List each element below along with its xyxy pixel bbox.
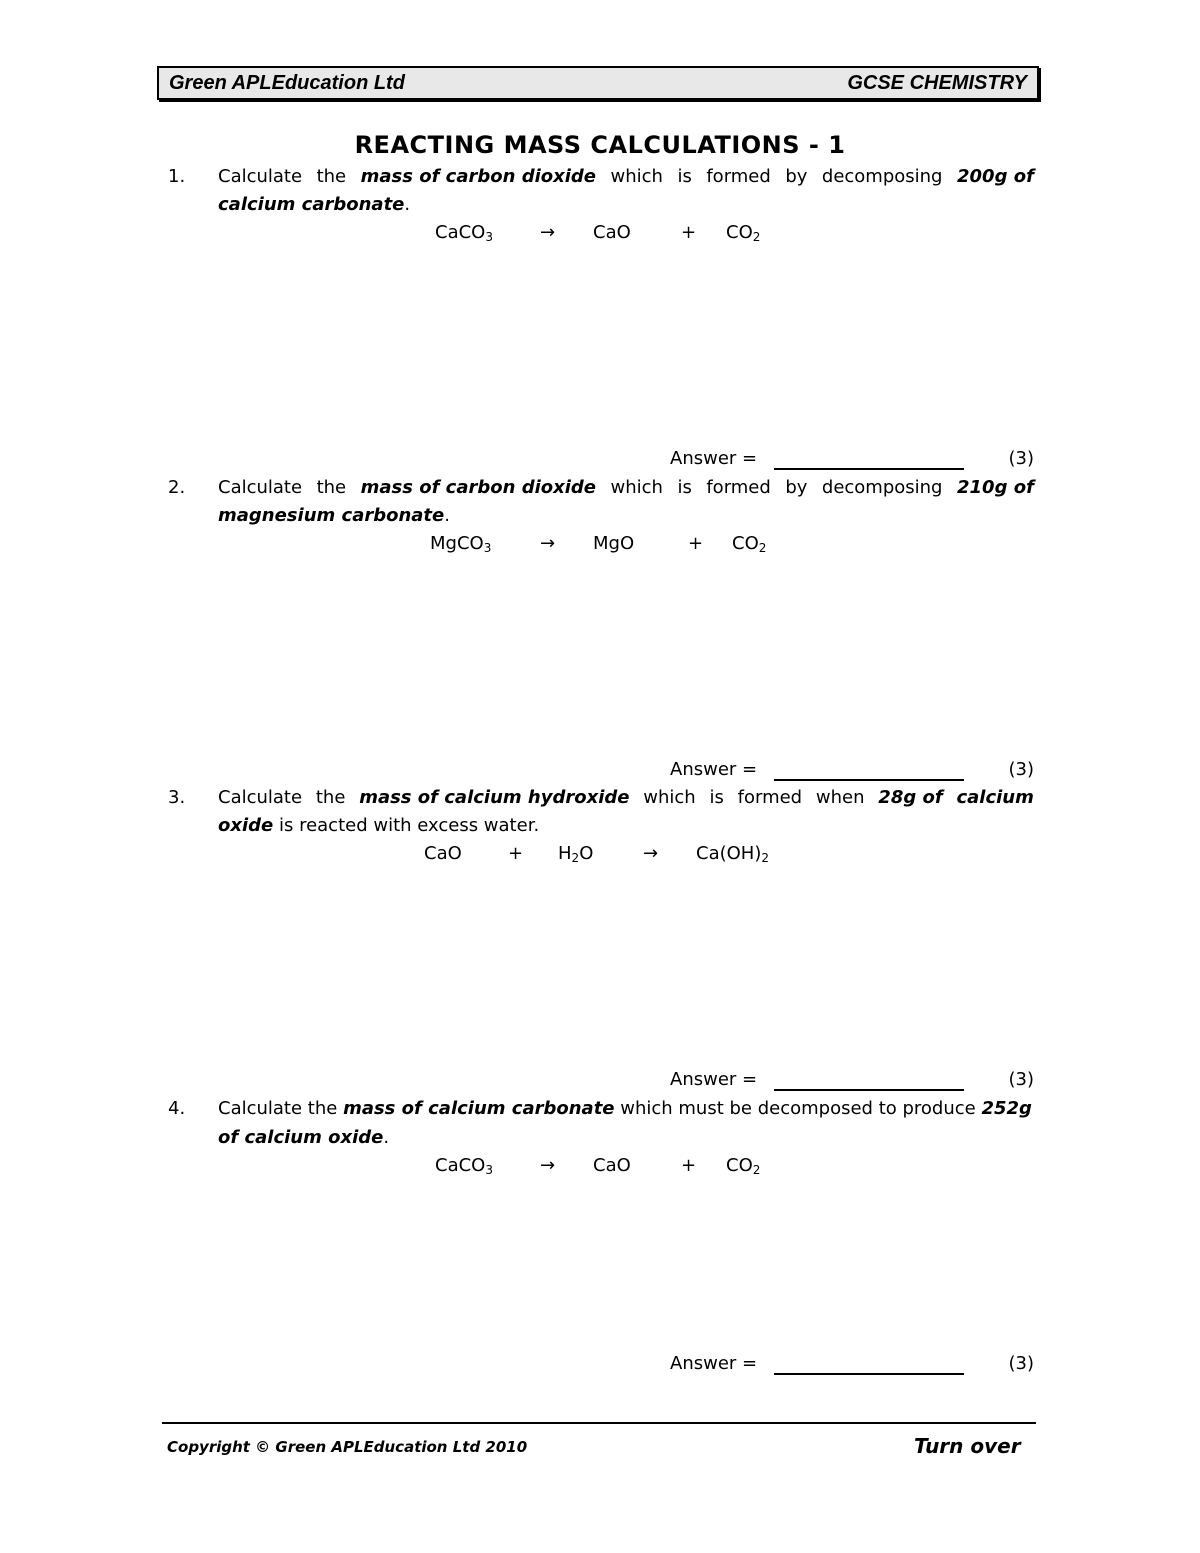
q1-reactant: CaCO$_3$: [435, 222, 493, 244]
arrow-icon: →: [540, 1155, 556, 1176]
question-2-line-1: [218, 474, 1034, 502]
question-4-line-2: [218, 1124, 1034, 1152]
q4-reactant: CaCO$_3$: [435, 1155, 493, 1177]
plus-sign: +: [508, 843, 524, 864]
footer-turn-over: Turn over: [914, 1434, 1021, 1458]
answer-blank[interactable]: [774, 1373, 964, 1375]
q1-word: Calculate: [218, 166, 303, 187]
q2-word: decomposing: [821, 477, 943, 498]
q2-word: the: [316, 477, 347, 498]
answer-label: Answer =: [670, 448, 758, 469]
question-3-number: 3.: [168, 787, 186, 808]
plus-sign: +: [681, 1155, 697, 1176]
q3-word: which: [643, 787, 696, 808]
q2-substance: magnesium carbonate: [218, 505, 445, 526]
question-1-equation: [0, 222, 1200, 250]
question-1-answer-line: [670, 448, 1034, 476]
marks-label: (3): [1008, 1353, 1034, 1374]
q1-punct: .: [404, 194, 411, 215]
arrow-icon: →: [540, 222, 556, 243]
q3-rest: is reacted with excess water.: [273, 815, 540, 836]
question-3-answer-line: [670, 1069, 1034, 1097]
q4-product-1: CaO: [593, 1155, 631, 1176]
q1-substance: calcium carbonate: [218, 194, 405, 215]
q3-word: formed: [737, 787, 803, 808]
q3-substance-part: calcium: [956, 787, 1034, 808]
q1-product-2: $CO_2$: [726, 222, 761, 244]
answer-label: Answer =: [670, 759, 758, 780]
answer-blank[interactable]: [774, 1089, 964, 1091]
marks-label: (3): [1008, 448, 1034, 469]
marks-label: (3): [1008, 759, 1034, 780]
arrow-icon: →: [540, 533, 556, 554]
question-3-line-2: [218, 812, 1034, 840]
question-2-answer-line: [670, 759, 1034, 787]
q2-product-1: MgO: [593, 533, 635, 554]
question-4-answer-line: [670, 1353, 1034, 1381]
marks-label: (3): [1008, 1069, 1034, 1090]
question-3-equation: [0, 843, 1200, 871]
q1-word: which: [610, 166, 663, 187]
answer-label: Answer =: [670, 1069, 758, 1090]
q4-quantity: 252g: [981, 1098, 1032, 1119]
question-1-line-1: [218, 163, 1034, 191]
question-1-line-2: [218, 191, 1034, 219]
q3-key-phrase: mass of calcium hydroxide: [359, 787, 630, 808]
question-4-equation: [0, 1155, 1200, 1183]
q3-word: the: [315, 787, 346, 808]
q3-substance: oxide: [218, 815, 274, 836]
q3-quantity: 28g of: [878, 787, 943, 808]
q3-word: is: [709, 787, 724, 808]
plus-sign: +: [688, 533, 704, 554]
answer-blank[interactable]: [774, 779, 964, 781]
question-3-line-1: [218, 784, 1034, 812]
q4-text: Calculate the: [218, 1098, 344, 1119]
question-4-line-1: [218, 1095, 1034, 1123]
header-subject: GCSE CHEMISTRY: [847, 72, 1027, 94]
q4-text: which must be decomposed to produce: [614, 1098, 982, 1119]
q3-reactant-2: $H_2O$: [558, 843, 594, 865]
q2-reactant: MgCO$_3$: [430, 533, 492, 555]
q2-product-2: $CO_2$: [732, 533, 767, 555]
footer-divider: [162, 1422, 1036, 1424]
q2-quantity: 210g of: [957, 477, 1034, 498]
q4-key-phrase: mass of calcium carbonate: [343, 1098, 615, 1119]
page-header: [157, 66, 1039, 100]
q4-product-2: $CO_2$: [726, 1155, 761, 1177]
question-2-equation: [0, 533, 1200, 561]
q1-quantity: 200g of: [957, 166, 1034, 187]
q1-word: by: [785, 166, 808, 187]
q2-word: by: [785, 477, 808, 498]
q3-word: Calculate: [218, 787, 303, 808]
q1-word: the: [316, 166, 347, 187]
plus-sign: +: [681, 222, 697, 243]
q2-word: is: [677, 477, 692, 498]
q1-word: formed: [706, 166, 771, 187]
question-1-number: 1.: [168, 166, 186, 187]
q2-punct: .: [444, 505, 450, 526]
q1-word: is: [677, 166, 692, 187]
q3-product: $Ca(OH)_2$: [696, 843, 769, 865]
q2-word: which: [610, 477, 663, 498]
q4-substance: of calcium oxide: [218, 1127, 384, 1148]
q1-word: decomposing: [821, 166, 943, 187]
q1-key-phrase: mass of carbon dioxide: [360, 166, 597, 187]
arrow-icon: →: [643, 843, 659, 864]
footer-copyright: Copyright © Green APLEducation Ltd 2010: [167, 1438, 528, 1456]
q2-word: formed: [706, 477, 771, 498]
question-4-number: 4.: [168, 1098, 186, 1119]
question-2-number: 2.: [168, 477, 186, 498]
q2-key-phrase: mass of carbon dioxide: [360, 477, 597, 498]
q3-word: when: [815, 787, 865, 808]
q4-punct: .: [383, 1127, 390, 1148]
answer-blank[interactable]: [774, 468, 964, 470]
answer-label: Answer =: [670, 1353, 758, 1374]
page-title: REACTING MASS CALCULATIONS - 1: [354, 131, 846, 159]
q2-word: Calculate: [218, 477, 303, 498]
q1-product-1: CaO: [593, 222, 631, 243]
question-2-line-2: [218, 502, 1034, 530]
q3-reactant-1: CaO: [424, 843, 462, 864]
header-publisher: Green APLEducation Ltd: [169, 72, 405, 94]
